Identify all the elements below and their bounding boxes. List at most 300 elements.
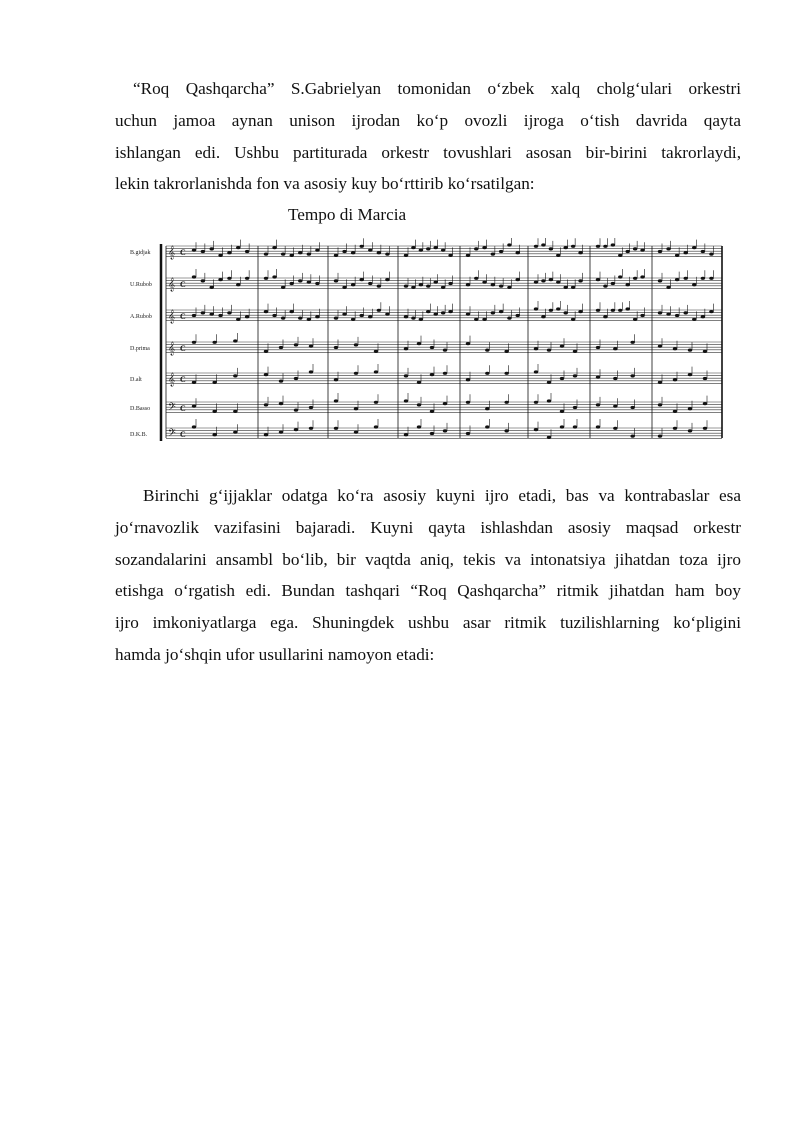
note-head	[443, 429, 447, 432]
note-head	[294, 343, 298, 346]
note-head	[516, 314, 520, 317]
note-head	[192, 381, 196, 384]
note-head	[385, 313, 389, 316]
note-head	[385, 253, 389, 256]
note-head	[404, 254, 408, 257]
note-head	[504, 350, 508, 353]
note-head	[426, 247, 430, 250]
note-head	[210, 286, 214, 289]
note-head	[541, 243, 545, 246]
text-line: Birinchi g‘ijjaklar odatga ko‘ra asosiy kuyni ijro etadi, bas va kontrabaslar esa	[143, 486, 741, 505]
note-head	[534, 401, 538, 404]
note-head	[290, 254, 294, 257]
instrument-label: D.prima	[130, 346, 150, 352]
note-head	[334, 317, 338, 320]
note-head	[307, 253, 311, 256]
clef-icon: 𝄞	[168, 341, 176, 355]
note-head	[630, 341, 634, 344]
note-head	[192, 249, 196, 252]
note-head	[279, 431, 283, 434]
note-head	[499, 285, 503, 288]
note-head	[640, 249, 644, 252]
time-signature: C	[180, 375, 186, 384]
note-head	[272, 246, 276, 249]
note-head	[547, 399, 551, 402]
note-head	[334, 254, 338, 257]
time-signature: C	[180, 430, 186, 439]
note-head	[360, 245, 364, 248]
note-head	[688, 349, 692, 352]
note-head	[290, 282, 294, 285]
note-head	[549, 309, 553, 312]
note-head	[658, 381, 662, 384]
note-head	[534, 370, 538, 373]
instrument-label: D.alt	[130, 377, 142, 383]
text-line: sozandalarini ansambl bo‘lib, bir vaqtda aniq, tekis va intonatsiya jihatdan toza ijro	[115, 549, 741, 569]
note-head	[499, 310, 503, 313]
note-head	[411, 246, 415, 249]
instrument-label: A.Rubob	[130, 314, 152, 320]
note-head	[236, 283, 240, 286]
note-head	[516, 278, 520, 281]
note-head	[673, 378, 677, 381]
note-head	[448, 310, 452, 313]
note-head	[485, 372, 489, 375]
note-head	[192, 314, 196, 317]
note-head	[272, 275, 276, 278]
note-head	[218, 314, 222, 317]
note-head	[368, 315, 372, 318]
note-head	[426, 310, 430, 313]
note-head	[701, 250, 705, 253]
note-head	[212, 433, 216, 436]
note-head	[360, 314, 364, 317]
note-head	[298, 317, 302, 320]
note-head	[560, 345, 564, 348]
note-head	[474, 247, 478, 250]
note-head	[596, 346, 600, 349]
note-head	[658, 311, 662, 314]
note-head	[281, 253, 285, 256]
note-head	[426, 285, 430, 288]
note-head	[701, 315, 705, 318]
note-head	[374, 370, 378, 373]
note-head	[417, 425, 421, 428]
note-head	[417, 381, 421, 384]
note-head	[534, 347, 538, 350]
note-head	[626, 283, 630, 286]
note-head	[334, 399, 338, 402]
note-head	[374, 350, 378, 353]
note-head	[666, 247, 670, 250]
note-head	[485, 407, 489, 410]
text-line: etishga o‘rgatish edi. Bundan tashqari “Roq Qashqarcha” ritmik jihatdan ham boy	[115, 581, 741, 601]
note-head	[688, 373, 692, 376]
note-head	[633, 247, 637, 250]
instrument-label: D.K.B.	[130, 432, 148, 438]
note-head	[491, 311, 495, 314]
note-head	[618, 275, 622, 278]
note-head	[466, 254, 470, 257]
text-line: jo‘rnavozlik vazifasini bajaradi. Kuyni qayta ishlashdan asosiy maqsad orkestr	[115, 517, 741, 537]
note-head	[264, 403, 268, 406]
note-head	[534, 281, 538, 284]
note-head	[560, 425, 564, 428]
note-head	[666, 286, 670, 289]
note-head	[684, 251, 688, 254]
note-head	[290, 310, 294, 313]
note-head	[281, 317, 285, 320]
note-head	[578, 279, 582, 282]
note-head	[264, 277, 268, 280]
note-head	[466, 342, 470, 345]
music-score	[130, 238, 725, 468]
note-head	[264, 310, 268, 313]
note-head	[474, 277, 478, 280]
note-head	[485, 425, 489, 428]
note-head	[279, 402, 283, 405]
note-head	[342, 250, 346, 253]
note-head	[658, 345, 662, 348]
note-head	[703, 402, 707, 405]
note-head	[334, 346, 338, 349]
note-head	[658, 279, 662, 282]
note-head	[443, 349, 447, 352]
note-head	[701, 277, 705, 280]
note-head	[354, 343, 358, 346]
note-head	[430, 410, 434, 413]
note-head	[474, 318, 478, 321]
note-head	[611, 282, 615, 285]
note-head	[466, 432, 470, 435]
note-head	[264, 350, 268, 353]
note-head	[673, 410, 677, 413]
note-head	[309, 345, 313, 348]
note-head	[212, 341, 216, 344]
note-head	[666, 313, 670, 316]
note-head	[404, 347, 408, 350]
note-head	[354, 431, 358, 434]
note-head	[507, 317, 511, 320]
note-head	[466, 401, 470, 404]
instrument-label: B.gidjak	[130, 250, 151, 256]
clef-icon: 𝄢	[168, 427, 176, 441]
note-head	[309, 406, 313, 409]
score-image	[130, 238, 725, 468]
note-head	[227, 251, 231, 254]
note-head	[640, 314, 644, 317]
note-head	[547, 349, 551, 352]
text-line: “Roq Qashqarcha” S.Gabrielyan tomonidan o‘zbek xalq cholg‘ulari orkestri	[133, 79, 741, 98]
note-head	[504, 429, 508, 432]
note-head	[466, 378, 470, 381]
note-head	[264, 433, 268, 436]
note-head	[675, 278, 679, 281]
paragraph-analysis	[115, 480, 741, 671]
note-head	[434, 313, 438, 316]
note-head	[658, 250, 662, 253]
note-head	[448, 254, 452, 257]
note-head	[354, 372, 358, 375]
time-signature: C	[180, 280, 186, 289]
text-line: ishlangan edi. Ushbu partiturada orkestr tovushlari asosan bir-birini takrorlaydi,	[115, 142, 741, 162]
note-head	[673, 427, 677, 430]
note-head	[658, 403, 662, 406]
note-head	[491, 283, 495, 286]
note-head	[411, 317, 415, 320]
note-head	[534, 307, 538, 310]
note-head	[684, 277, 688, 280]
note-head	[210, 247, 214, 250]
clef-icon: 𝄞	[168, 309, 176, 323]
note-head	[626, 307, 630, 310]
note-head	[578, 251, 582, 254]
note-head	[549, 278, 553, 281]
note-head	[596, 309, 600, 312]
note-head	[504, 372, 508, 375]
note-head	[573, 406, 577, 409]
note-head	[374, 401, 378, 404]
note-head	[307, 281, 311, 284]
note-head	[675, 254, 679, 257]
note-head	[309, 427, 313, 430]
note-head	[560, 410, 564, 413]
note-head	[549, 247, 553, 250]
note-head	[298, 251, 302, 254]
note-head	[703, 377, 707, 380]
note-head	[192, 341, 196, 344]
note-head	[294, 409, 298, 412]
note-head	[434, 281, 438, 284]
note-head	[430, 373, 434, 376]
note-head	[351, 318, 355, 321]
note-head	[294, 377, 298, 380]
note-head	[603, 315, 607, 318]
note-head	[534, 245, 538, 248]
clef-icon: 𝄞	[168, 277, 176, 291]
note-head	[507, 243, 511, 246]
note-head	[233, 339, 237, 342]
note-head	[377, 309, 381, 312]
note-head	[658, 435, 662, 438]
note-head	[245, 315, 249, 318]
note-head	[281, 286, 285, 289]
note-head	[441, 249, 445, 252]
note-head	[430, 346, 434, 349]
note-head	[504, 401, 508, 404]
note-head	[613, 347, 617, 350]
note-head	[571, 245, 575, 248]
note-head	[630, 435, 634, 438]
note-head	[578, 310, 582, 313]
note-head	[385, 278, 389, 281]
text-line: ijro imkoniyatlarga ega. Shuningdek ushbu asar ritmik tuzilishlarning ko‘pligini	[115, 613, 741, 633]
instrument-label: D.Basso	[130, 406, 151, 412]
note-head	[419, 283, 423, 286]
note-head	[703, 427, 707, 430]
note-head	[315, 315, 319, 318]
note-head	[419, 249, 423, 252]
note-head	[630, 406, 634, 409]
note-head	[499, 250, 503, 253]
note-head	[556, 307, 560, 310]
note-head	[482, 246, 486, 249]
note-head	[218, 254, 222, 257]
note-head	[368, 282, 372, 285]
note-head	[603, 245, 607, 248]
note-head	[354, 407, 358, 410]
note-head	[210, 313, 214, 316]
note-head	[482, 318, 486, 321]
text-line: lekin takrorlanishda fon va asosiy kuy bo‘rttirib ko‘rsatilgan:	[115, 174, 535, 194]
note-head	[233, 374, 237, 377]
note-head	[334, 279, 338, 282]
note-head	[279, 380, 283, 383]
note-head	[692, 246, 696, 249]
note-head	[596, 403, 600, 406]
note-head	[315, 249, 319, 252]
note-head	[534, 428, 538, 431]
note-head	[596, 245, 600, 248]
note-head	[201, 311, 205, 314]
note-head	[212, 410, 216, 413]
note-head	[547, 436, 551, 439]
note-head	[573, 425, 577, 428]
note-head	[342, 286, 346, 289]
note-head	[626, 250, 630, 253]
note-head	[236, 246, 240, 249]
note-head	[613, 427, 617, 430]
note-head	[573, 374, 577, 377]
note-head	[417, 342, 421, 345]
note-head	[430, 432, 434, 435]
note-head	[294, 428, 298, 431]
note-head	[692, 318, 696, 321]
note-head	[298, 279, 302, 282]
note-head	[377, 251, 381, 254]
note-head	[236, 318, 240, 321]
note-head	[233, 410, 237, 413]
note-head	[564, 246, 568, 249]
time-signature: C	[180, 404, 186, 413]
note-head	[443, 372, 447, 375]
note-head	[201, 279, 205, 282]
note-head	[688, 407, 692, 410]
note-head	[212, 381, 216, 384]
note-head	[201, 250, 205, 253]
note-head	[596, 376, 600, 379]
note-head	[417, 403, 421, 406]
text-line: hamda jo‘shqin ufor usullarini namoyon etadi:	[115, 644, 435, 664]
note-head	[434, 246, 438, 249]
note-head	[482, 281, 486, 284]
note-head	[368, 249, 372, 252]
note-head	[315, 282, 319, 285]
note-head	[507, 286, 511, 289]
note-head	[613, 405, 617, 408]
note-head	[441, 286, 445, 289]
note-head	[485, 349, 489, 352]
note-head	[272, 314, 276, 317]
note-head	[377, 285, 381, 288]
note-head	[404, 374, 408, 377]
note-head	[227, 311, 231, 314]
note-head	[491, 253, 495, 256]
note-head	[613, 377, 617, 380]
note-head	[640, 275, 644, 278]
clef-icon: 𝄢	[168, 401, 176, 415]
note-head	[684, 311, 688, 314]
note-head	[673, 347, 677, 350]
note-head	[419, 318, 423, 321]
note-head	[688, 429, 692, 432]
note-head	[360, 278, 364, 281]
note-head	[443, 402, 447, 405]
note-head	[264, 253, 268, 256]
time-signature: C	[180, 248, 186, 257]
note-head	[556, 254, 560, 257]
note-head	[374, 425, 378, 428]
note-head	[564, 286, 568, 289]
note-head	[307, 318, 311, 321]
note-head	[630, 374, 634, 377]
note-head	[611, 243, 615, 246]
note-head	[633, 277, 637, 280]
note-head	[448, 282, 452, 285]
note-head	[233, 431, 237, 434]
note-head	[573, 350, 577, 353]
note-head	[633, 318, 637, 321]
note-head	[227, 277, 231, 280]
note-head	[618, 309, 622, 312]
note-head	[309, 370, 313, 373]
note-head	[441, 311, 445, 314]
note-head	[516, 251, 520, 254]
note-head	[466, 313, 470, 316]
note-head	[218, 278, 222, 281]
note-head	[541, 279, 545, 282]
note-head	[564, 311, 568, 314]
note-head	[351, 283, 355, 286]
note-head	[611, 309, 615, 312]
note-head	[351, 251, 355, 254]
note-head	[334, 427, 338, 430]
text-line: uchun jamoa aynan unison ijrodan ko‘p ovozli ijroga o‘tish davrida qayta	[115, 110, 741, 130]
note-head	[404, 399, 408, 402]
note-head	[703, 350, 707, 353]
note-head	[245, 277, 249, 280]
note-head	[596, 425, 600, 428]
note-head	[603, 285, 607, 288]
note-head	[596, 278, 600, 281]
note-head	[618, 254, 622, 257]
clef-icon: 𝄞	[168, 372, 176, 386]
note-head	[334, 378, 338, 381]
note-head	[571, 286, 575, 289]
note-head	[245, 250, 249, 253]
time-signature: C	[180, 344, 186, 353]
note-head	[709, 253, 713, 256]
note-head	[279, 346, 283, 349]
clef-icon: 𝄞	[168, 245, 176, 259]
time-signature: C	[180, 312, 186, 321]
note-head	[404, 433, 408, 436]
note-head	[411, 286, 415, 289]
note-head	[547, 381, 551, 384]
note-head	[192, 275, 196, 278]
note-head	[192, 405, 196, 408]
note-head	[541, 315, 545, 318]
